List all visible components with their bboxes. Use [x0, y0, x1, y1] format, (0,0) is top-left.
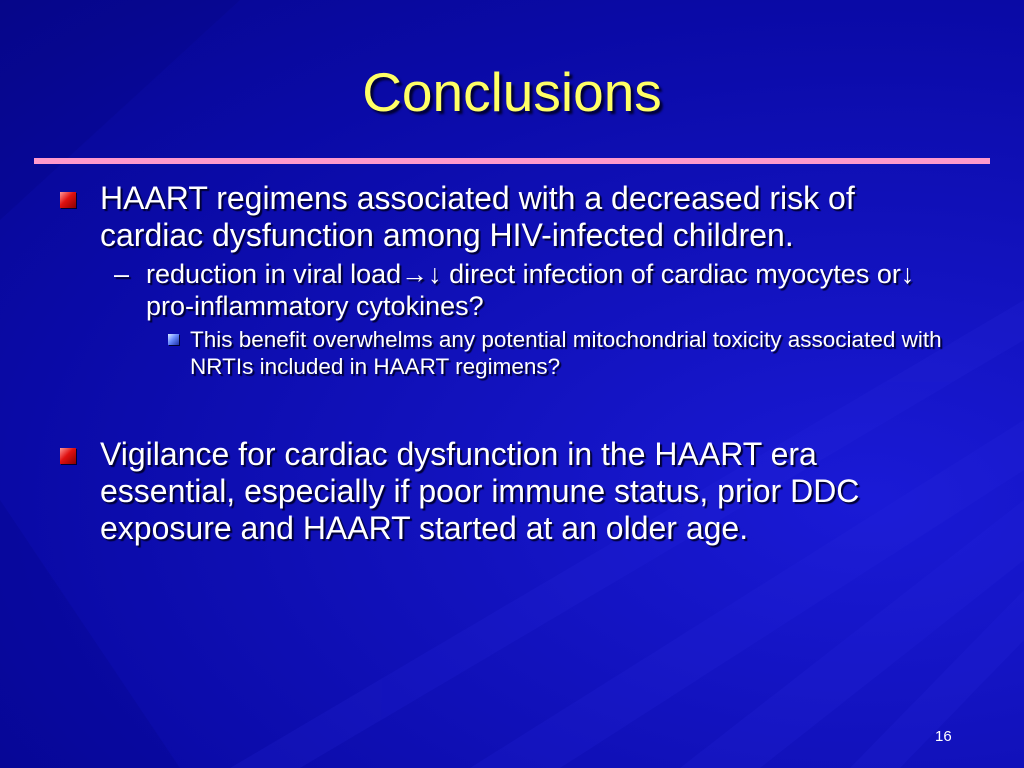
spacer [60, 380, 960, 436]
bullet-item [60, 180, 960, 254]
sub-sub-bullet-text: This benefit overwhelms any potential mitochondrial toxicity associated with NRTIs included in HAART regimens? [190, 327, 942, 379]
title-divider [34, 158, 990, 164]
square-bullet-icon [60, 192, 76, 208]
sub-sub-bullet-item [60, 326, 960, 380]
bullet-item [60, 436, 960, 547]
page-number: 16 [935, 728, 952, 745]
small-square-bullet-icon [168, 334, 179, 345]
dash-bullet-icon: – [114, 259, 130, 289]
sub-bullet-item [60, 258, 960, 322]
sub-bullet-text: reduction in viral load→↓ direct infection of cardiac myocytes or↓ pro-inflammatory cytokines? [146, 259, 915, 321]
square-bullet-icon [60, 448, 76, 464]
slide-content [60, 180, 960, 547]
bullet-text: Vigilance for cardiac dysfunction in the HAART era essential, especially if poor immune status, prior DDC exposure and HAART started at an older age. [100, 436, 860, 546]
slide-title: Conclusions [362, 61, 662, 123]
bullet-text: HAART regimens associated with a decreased risk of cardiac dysfunction among HIV-infected children. [100, 180, 855, 253]
